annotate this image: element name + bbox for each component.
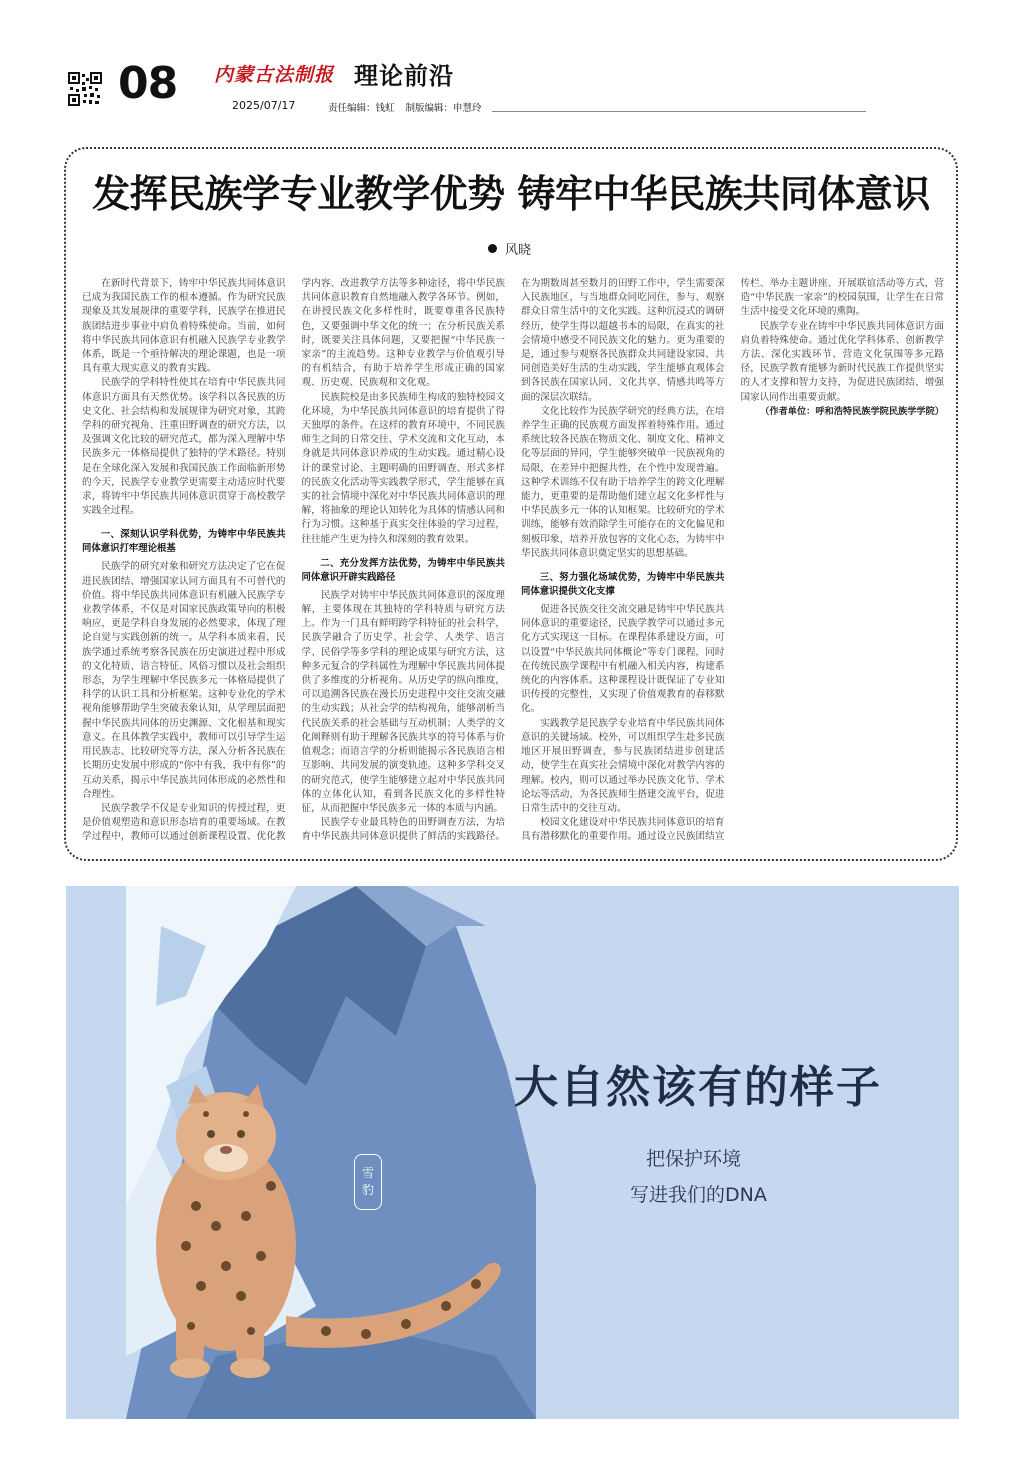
section-heading: 二、充分发挥方法优势，为铸牢中华民族共同体意识开辟实践路径 [301, 557, 505, 583]
snow-mountain-illustration [66, 886, 959, 1419]
paragraph: 民族学教学不仅是专业知识的传授过程，更是价值观塑造和意识形态培育的重要场域。在教学过程中，教师可以通过创新课程设置、优化教学内容、改进教学方法等多种途径，将中华民族共同体意识教育自然地融入教学各环节。例如，在讲授民族文化多样性时，既要尊重各民族特色，又要强调中华文化的统一；在分析民族关系时，既要关注具体问题，又要把握“中华民族一家亲”的主流趋势。这种专业教学与价值观引导的有机结合，有助于培养学生形成正确的国家观、历史观、民族观和文化观。 [82, 278, 505, 843]
paragraph: 民族学专业最具特色的田野调查方法，为培育中华民族共同体意识提供了鲜活的实践路径。在为期数周甚至数月的田野工作中，学生需要深入民族地区，与当地群众同吃同住，参与、观察群众日常生活中的文化实践。这种沉浸式的调研经历，使学生得以超越书本的局限，在真实的社会情境中感受不同民族文化的魅力。更为重要的是，通过参与观察各民族群众共同建设家园、共同创造美好生活的生动实践，学生能够直观体会到各民族在国家认同、文化共享、情感共鸣等方面的深层次联结。 [301, 278, 725, 843]
ad-stamp [354, 1154, 382, 1210]
author-affiliation: （作者单位：呼和浩特民族学院民族学学院） [760, 405, 944, 417]
article-body [82, 277, 944, 849]
paragraph: 在新时代背景下，铸牢中华民族共同体意识已成为我国民族工作的根本遵循。作为研究民族现象及其发展规律的重要学科，民族学在推进民族团结进步事业中肩负着特殊使命。当前，如何将中华民族共同体意识有机融入民族学专业教学体系，既是一个亟待解决的理论课题，也是一项具有重大现实意义的教育实践。 [82, 278, 286, 375]
responsible-editor: 责任编辑：钱虹 [328, 103, 395, 114]
newspaper-logo: 内蒙古法制报 [214, 64, 335, 86]
paragraph: 民族院校是由多民族师生构成的独特校园文化环境，为中华民族共同体意识的培育提供了得天独厚的条件。在这样的教育环境中，不同民族师生之间的日常交往、学术交流和文化互动，本身就是共同体意识养成的生动实践。通过精心设计的课堂讨论、主题明确的田野调查、形式多样的民族文化活动等实践教学形式，学生能够在真实的社会情境中深化对中华民族共同体意识的理解，将抽象的理论认知转化为具体的情感认同和行为习惯。这种基于真实交往体验的学习过程，往往能产生更为持久和深刻的教育效果。 [301, 391, 505, 545]
section-heading: 一、深刻认识学科优势，为铸牢中华民族共同体意识打牢理论根基 [82, 529, 286, 555]
stamp-char: 豹 [361, 1183, 374, 1197]
layout-editor: 制版编辑：申慧玲 [405, 103, 482, 114]
ad-slogan-line-2: 写进我们的DNA [630, 1184, 767, 1206]
paragraph: 民族学专业在铸牢中华民族共同体意识方面肩负着特殊使命。通过优化学科体系、创新教学方法、深化实践环节、营造文化氛围等多元路径，民族学教育能够为新时代民族工作提供坚实的人才支撑和智力支持，为促进民族团结、增强国家认同作出重要贡献。 [740, 320, 944, 403]
qr-code-icon [68, 72, 102, 106]
article-headline: 发挥民族学专业教学优势 铸牢中华民族共同体意识 [92, 171, 930, 216]
bullet-icon [488, 244, 497, 253]
section-title: 理论前沿 [354, 62, 454, 90]
section-heading: 三、努力强化场域优势，为铸牢中华民族共同体意识提供文化支撑 [521, 572, 725, 598]
paragraph: 文化比较作为民族学研究的经典方法，在培养学生正确的民族观方面发挥着特殊作用。通过系统比较各民族在物质文化、制度文化、精神文化等层面的异同，学生能够突破单一民族视角的局限，在差异中把握共性，在个性中发现普遍。这种学术训练不仅有助于培养学生的跨文化理解能力，更重要的是帮助他们建立起文化多样性与中华民族多元一体的认知框架。比较研究的学术训练，能够有效消除学生可能存在的文化偏见和刻板印象，培养开放包容的文化心态，为铸牢中华民族共同体意识奠定坚实的思想基础。 [521, 405, 725, 559]
ad-slogan-line-1: 把保护环境 [646, 1148, 742, 1170]
paragraph: 民族学对铸牢中华民族共同体意识的深度理解，主要体现在其独特的学科特质与研究方法上。作为一门具有鲜明跨学科特征的社会科学，民族学融合了历史学、社会学、人类学、语言学、民俗学等多学科的理论成果与研究方法，这种多元复合的学科属性为理解中华民族共同体提供了多维度的分析视角。从历史学的纵向维度，可以追溯各民族在漫长历史进程中交往交流交融的生动实践；从社会学的结构视角，能够剖析当代民族关系的社会基础与互动机制；人类学的文化阐释则有助于理解各民族共享的符号体系与价值观念；而语言学的分析则能揭示各民族语言相互影响、共同发展的演变轨迹。这种多学科交叉的研究范式，使学生能够建立起对中华民族共同体的立体化认知，看到各民族文化的多样性特征，从而把握中华民族多元一体的本质与内涵。 [301, 589, 505, 814]
paragraph: 促进各民族交往交流交融是铸牢中华民族共同体意识的重要途径，民族学教学可以通过多元化方式实现这一目标。在课程体系建设方面，可以设置“中华民族共同体概论”等专门课程，同时在传统民族学课程中有机融入相关内容，构建系统化的内容体系。这种课程设计既保证了专业知识传授的完整性，又实现了价值观教育的春移默化。 [521, 604, 725, 715]
paragraph: 校园文化建设对中华民族共同体意识的培育具有潜移默化的重要作用。通过设立民族团结宣传栏、举办主题讲座、开展联谊活动等方式，营造“中华民族一家亲”的校园氛围，让学生在日常生活中接受文化环境的熏陶。 [521, 278, 944, 843]
paragraph: 民族学的学科特性使其在培育中华民族共同体意识方面具有天然优势。该学科以各民族的历史文化、社会结构和发展规律为研究对象，其跨学科的研究视角、注重田野调查的研究方法，以及强调文化比较的研究范式，都为深入理解中华民族多元一体格局提供了独特的学术路径。特别是在全球化深入发展和我国民族工作面临新形势的今天，民族学专业教学更需要主动适应时代要求，将铸牢中华民族共同体意识贯穿于高校教学实践全过程。 [82, 377, 286, 517]
paragraph: 民族学的研究对象和研究方法决定了它在促进民族团结、增强国家认同方面具有不可替代的价值。将中华民族共同体意识有机融入民族学专业教学体系，不仅是对国家民族政策导向的积极响应，更是学科自身发展的必然要求，体现了理论自觉与实践创新的统一。从学科本质来看，民族学通过系统考察各民族在历史演进过程中形成的文化特质、语言特征、风俗习惯以及社会组织形态，为学生理解中华民族多元一体格局提供了科学的认识工具和分析框架。这种专业化的学术视角能够帮助学生突破表象认知，从学理层面把握中华民族共同体的历史渊源、文化根基和现实意义。在具体教学实践中，教师可以引导学生运用民族志、比较研究等方法，深入分析各民族在长期历史发展中形成的“你中有我，我中有你”的互动关系，揭示中华民族共同体形成的必然性和合理性。 [82, 561, 286, 800]
author-name: 风晓 [505, 243, 532, 258]
page-number: 08 [118, 58, 178, 109]
ad-title: 大自然该有的样子 [514, 1062, 882, 1113]
publication-date: 2025/07/17 [232, 99, 296, 112]
byline [488, 239, 531, 258]
paragraph: 实践教学是民族学专业培育中华民族共同体意识的关键场域。校外，可以组织学生赴多民族地区开展田野调查，参与民族团结进步创建活动，使学生在真实社会情境中深化对教学内容的理解。校内，则可以通过举办民族文化节、学术论坛等活动，为各民族师生搭建交流平台，促进日常生活中的交往互动。 [521, 717, 725, 814]
editor-credits [328, 100, 490, 114]
article-box [64, 147, 958, 861]
stamp-char: 雪 [361, 1166, 374, 1180]
header-divider [492, 111, 866, 112]
public-service-ad [66, 886, 959, 1419]
